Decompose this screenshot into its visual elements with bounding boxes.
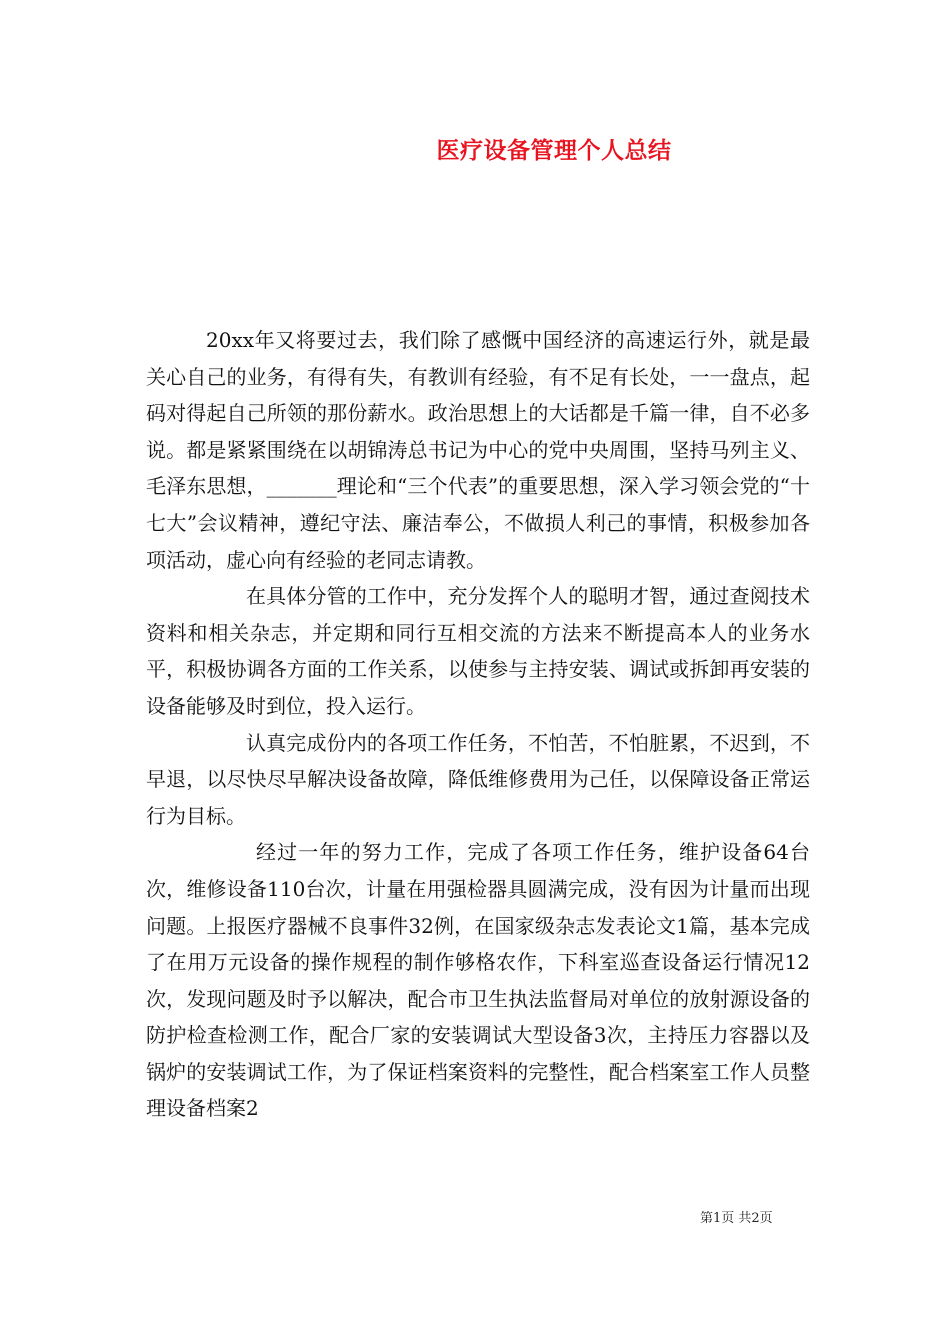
document-body (146, 322, 810, 1127)
paragraph-2: 在具体分管的工作中，充分发挥个人的聪明才智，通过查阅技术资料和相关杂志，并定期和同行互相交流的方法来不断提高本人的业务水平，积极协调各方面的工作关系，以使参与主持安装、调试或拆卸再安装的设备能够及时到位，投入运行。 (146, 584, 810, 718)
page-number-footer: 第1页 共2页 (700, 1211, 773, 1226)
paragraph-1: 20xx年又将要过去，我们除了感慨中国经济的高速运行外，就是最关心自己的业务，有得有失，有教训有经验，有不足有长处，一一盘点，起码对得起自己所领的那份薪水。政治思想上的大话都是千篇一律，自不必多说。都是紧紧围绕在以胡锦涛总书记为中心的党中央周围，坚持马列主义、毛泽东思想，_______理论和“三个代表”的重要思想，深入学习领会党的“十七大”会议精神，遵纪守法、廉洁奉公，不做损人利己的事情，积极参加各项活动，虚心向有经验的老同志请教。 (146, 328, 810, 572)
paragraph-3: 认真完成份内的各项工作任务，不怕苦，不怕脏累，不迟到，不早退，以尽快尽早解决设备故障，降低维修费用为己任，以保障设备正常运行为目标。 (146, 730, 810, 828)
paragraph-4: 经过一年的努力工作，完成了各项工作任务，维护设备64台次，维修设备110台次，计量在用强检器具圆满完成，没有因为计量而出现问题。上报医疗器械不良事件32例，在国家级杂志发表论文1篇，基本完成了在用万元设备的操作规程的制作够格农作，下科室巡查设备运行情况12次，发现问题及时予以解决，配合市卫生执法监督局对单位的放射源设备的防护检查检测工作，配合厂家的安装调试大型设备3次，主持压力容器以及锅炉的安装调试工作，为了保证档案资料的完整性，配合档案室工作人员整理设备档案2 (146, 840, 810, 1121)
document-title: 医疗设备管理个人总结 (436, 137, 672, 164)
